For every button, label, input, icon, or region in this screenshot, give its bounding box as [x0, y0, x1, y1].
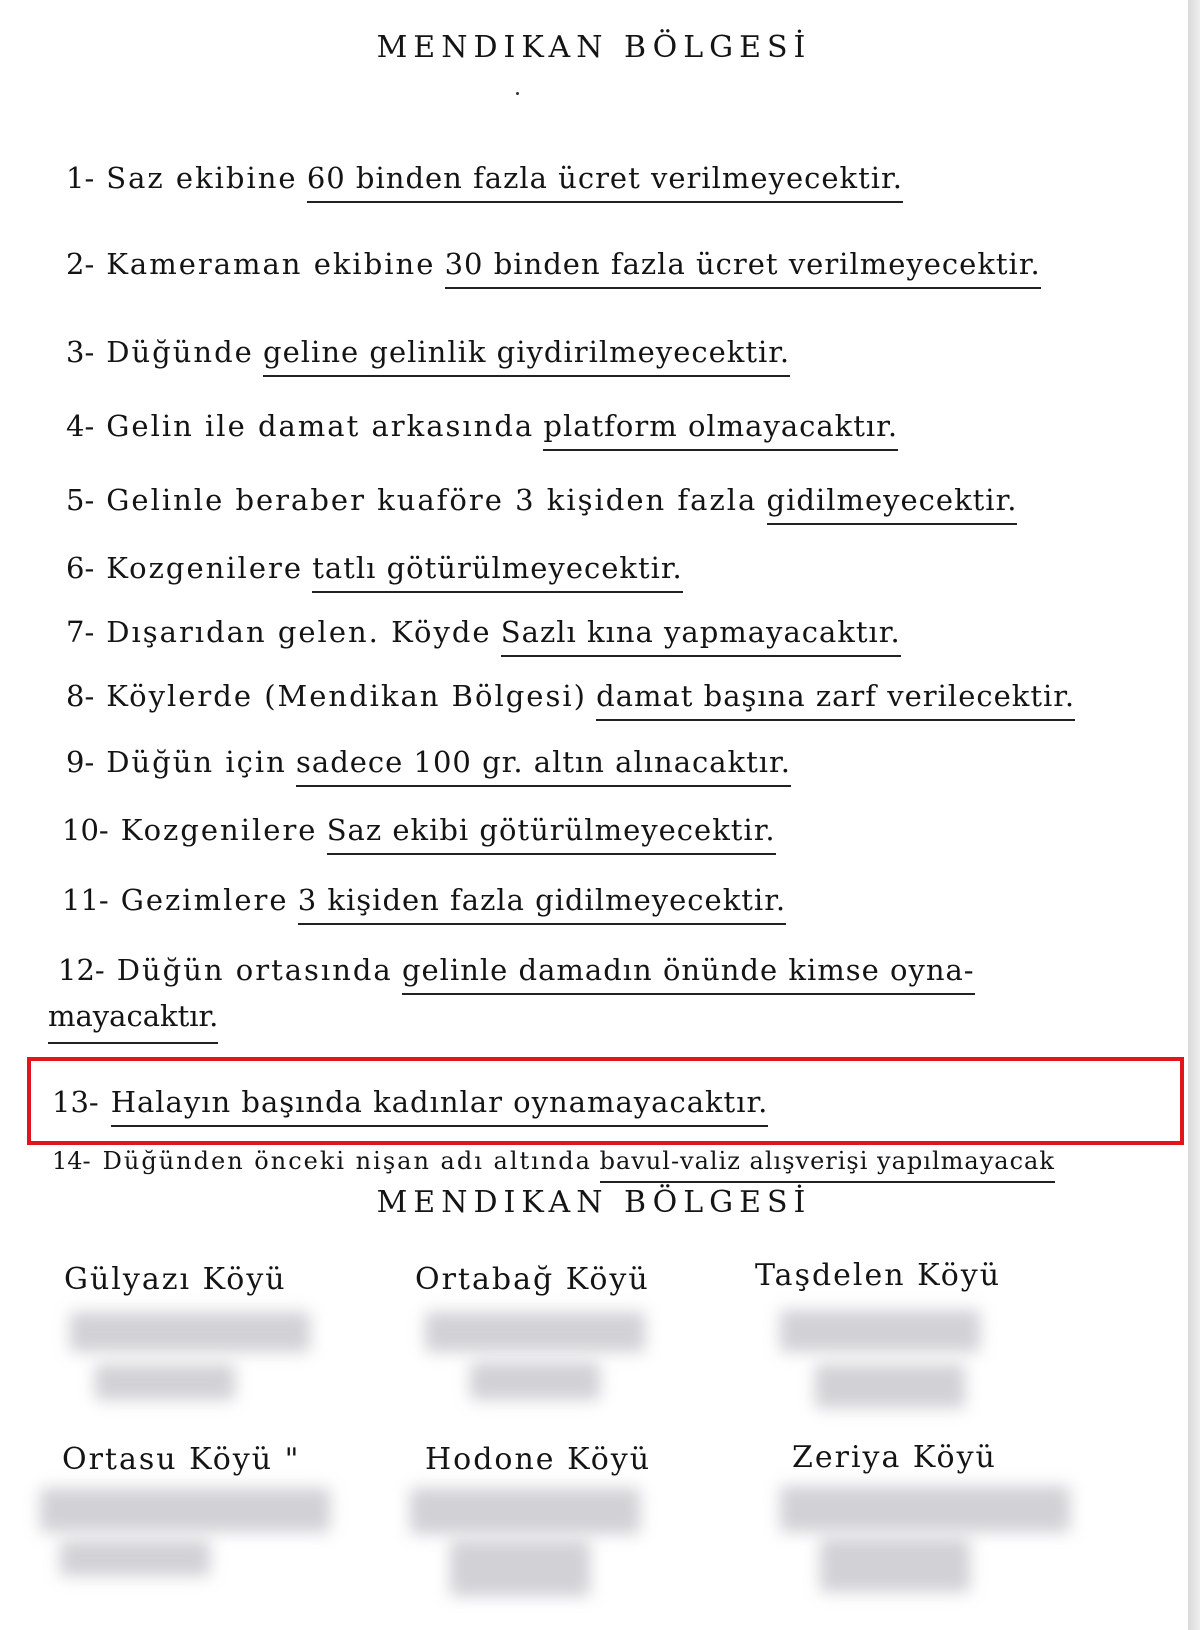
- rule-underlined-text: gelinle damadın önünde kimse oyna-: [402, 953, 975, 995]
- rule-text: Düğünde: [106, 335, 254, 369]
- rule-number: 13-: [52, 1085, 99, 1119]
- redacted-signature: [820, 1538, 970, 1592]
- footer-title: MENDIKAN BÖLGESİ: [376, 1185, 812, 1220]
- rule-text: Gelin ile damat arkasında: [106, 409, 535, 443]
- rule-number: 7-: [66, 615, 95, 649]
- redacted-signature: [95, 1364, 235, 1400]
- rule-text: Gezimlere: [120, 883, 289, 917]
- rule-underlined-text: Saz ekibi götürülmeyecektir.: [327, 813, 776, 855]
- redacted-signature: [815, 1364, 965, 1408]
- rule-underlined-text: 60 binden fazla ücret verilmeyecektir.: [307, 161, 903, 203]
- rule-underlined-text: geline gelinlik giydirilmeyecektir.: [263, 335, 790, 377]
- rule-text: Düğün ortasında: [116, 953, 393, 987]
- rule-underlined-text: 30 binden fazla ücret verilmeyecektir.: [445, 247, 1041, 289]
- redacted-signature: [425, 1312, 645, 1352]
- rule-underlined-text: Sazlı kına yapmayacaktır.: [501, 615, 901, 657]
- village-name: Zeriya Köyü: [792, 1440, 997, 1475]
- page-edge: [1188, 0, 1200, 1630]
- rule-4: [66, 406, 898, 446]
- rule-text: Saz ekibine: [106, 161, 298, 195]
- rule-underlined-text: sadece 100 gr. altın alınacaktır.: [296, 745, 791, 787]
- rule-number: 9-: [66, 745, 95, 779]
- rule-text: Köylerde (Mendikan Bölgesi): [106, 679, 587, 713]
- rule-8: [66, 676, 1075, 716]
- village-name: Taşdelen Köyü: [755, 1258, 1002, 1293]
- rule-underlined-text: 3 kişiden fazla gidilmeyecektir.: [298, 883, 786, 925]
- rule-number: 3-: [66, 335, 95, 369]
- rule-number: 5-: [66, 483, 95, 517]
- ink-dot: [516, 92, 519, 95]
- page-title: MENDIKAN BÖLGESİ: [376, 30, 812, 65]
- redacted-signature: [60, 1540, 210, 1576]
- rule-number: 1-: [66, 161, 95, 195]
- redacted-signature: [410, 1488, 640, 1534]
- rule-3: [66, 332, 790, 372]
- rule-text: Kozgenilere: [120, 813, 318, 847]
- rule-11: [62, 880, 786, 920]
- rule-text: Dışarıdan gelen. Köyde: [106, 615, 492, 649]
- rule-12: [58, 950, 975, 990]
- rule-underlined-text: bavul-valiz alışverişi yapılmayacak: [600, 1147, 1055, 1183]
- rule-1: [66, 158, 903, 198]
- village-name: Ortabağ Köyü: [415, 1262, 650, 1297]
- rule-2: [66, 244, 1041, 284]
- rule-14: [52, 1146, 1055, 1186]
- rule-text: Gelinle beraber kuaföre 3 kişiden fazla: [106, 483, 758, 517]
- rule-number: 12-: [58, 953, 105, 987]
- rule-10: [62, 810, 776, 850]
- rule-number: 6-: [66, 551, 95, 585]
- rule-underlined-text: Halayın başında kadınlar oynamayacaktır.: [111, 1085, 769, 1127]
- rule-7: [66, 612, 901, 652]
- rule-text: Kozgenilere: [106, 551, 304, 585]
- rule-underlined-text: gidilmeyecektir.: [767, 483, 1018, 525]
- rule-number: 4-: [66, 409, 95, 443]
- rule-number: 10-: [62, 813, 109, 847]
- redacted-signature: [780, 1486, 1070, 1532]
- highlight-box: [27, 1057, 1184, 1145]
- village-name: Hodone Köyü: [425, 1442, 652, 1477]
- redacted-signature: [780, 1310, 980, 1352]
- rule-5: [66, 480, 1017, 520]
- village-name: Gülyazı Köyü: [64, 1262, 287, 1297]
- rule-text: Düğünden önceki nişan adı altında: [102, 1147, 592, 1175]
- rule-9: [66, 742, 791, 782]
- village-name: Ortasu Köyü ": [62, 1442, 301, 1477]
- rule-number: 14-: [52, 1147, 91, 1175]
- rule-text: Kameraman ekibine: [106, 247, 436, 281]
- rule-number: 8-: [66, 679, 95, 713]
- rule-12-continuation: mayacaktır.: [48, 996, 218, 1044]
- redacted-signature: [70, 1312, 310, 1352]
- redacted-signature: [450, 1540, 590, 1596]
- rule-underlined-text: platform olmayacaktır.: [543, 409, 898, 451]
- rule-6: [66, 548, 683, 588]
- rule-underlined-text: tatlı götürülmeyecektir.: [312, 551, 683, 593]
- rule-number: 2-: [66, 247, 95, 281]
- redacted-signature: [470, 1362, 600, 1400]
- rule-underlined-text: damat başına zarf verilecektir.: [596, 679, 1075, 721]
- rule-number: 11-: [62, 883, 109, 917]
- redacted-signature: [40, 1488, 330, 1532]
- rule-text: Düğün için: [106, 745, 287, 779]
